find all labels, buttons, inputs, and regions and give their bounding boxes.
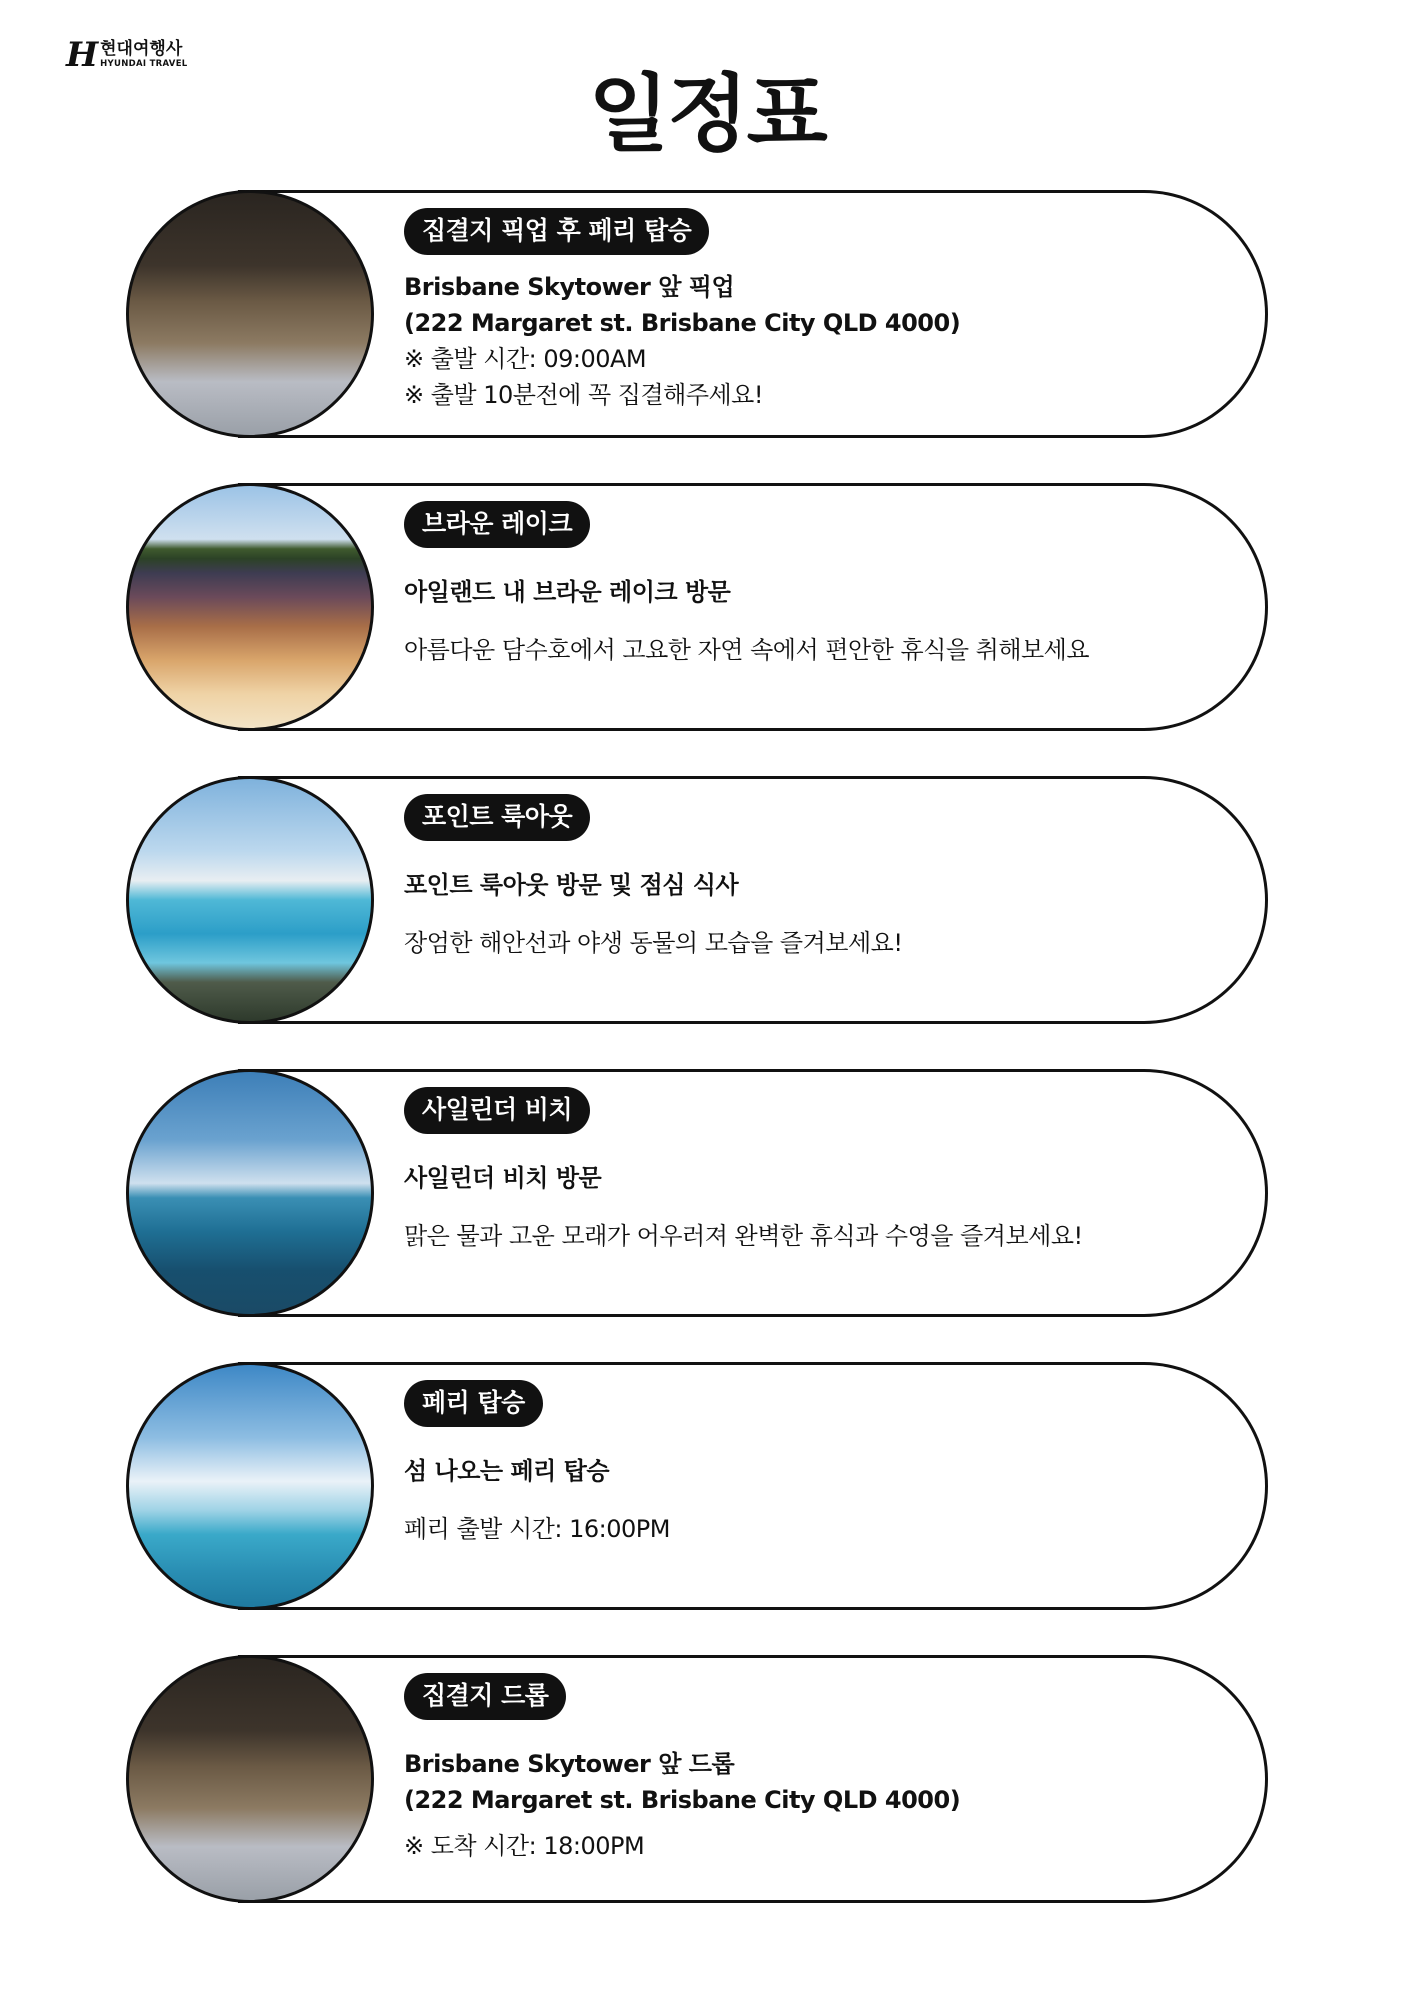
photo-cylinder-beach bbox=[126, 1069, 374, 1317]
stop-address: (222 Margaret st. Brisbane City QLD 4000) bbox=[404, 308, 961, 337]
brand-text bbox=[100, 41, 187, 69]
stop-description: 맑은 물과 고운 모래가 어우러져 완벽한 휴식과 수영을 즐겨보세요! bbox=[404, 1221, 1083, 1250]
stop-location: Brisbane Skytower 앞 드롭 bbox=[404, 1749, 735, 1778]
card-content bbox=[404, 208, 1148, 413]
itinerary-card-cylinder-beach bbox=[126, 1069, 1268, 1317]
brand-mark: H bbox=[66, 35, 95, 75]
stop-summary: 포인트 룩아웃 방문 및 점심 식사 bbox=[404, 870, 739, 899]
itinerary-card-ferry bbox=[126, 1362, 1268, 1610]
card-content bbox=[404, 794, 1148, 961]
stop-summary: 아일랜드 내 브라운 레이크 방문 bbox=[404, 577, 731, 606]
photo-skytower-entrance bbox=[126, 1655, 374, 1903]
photo-brown-lake bbox=[126, 483, 374, 731]
card-content bbox=[404, 1380, 1148, 1547]
photo-skytower-entrance bbox=[126, 190, 374, 438]
card-content bbox=[404, 1087, 1148, 1254]
brand-logo bbox=[66, 35, 188, 75]
departure-time: ※ 출발 시간: 09:00AM bbox=[404, 344, 647, 373]
photo-point-lookout bbox=[126, 776, 374, 1024]
stop-tag: 사일린더 비치 bbox=[404, 1087, 590, 1134]
photo-ferry bbox=[126, 1362, 374, 1610]
stop-summary: 사일린더 비치 방문 bbox=[404, 1163, 602, 1192]
brand-name-en: HYUNDAI TRAVEL bbox=[100, 59, 188, 70]
stop-address: (222 Margaret st. Brisbane City QLD 4000) bbox=[404, 1785, 961, 1814]
arrival-notice: ※ 출발 10분전에 꼭 집결해주세요! bbox=[404, 380, 763, 409]
stop-tag: 브라운 레이크 bbox=[404, 501, 590, 548]
stop-summary: 섬 나오는 페리 탑승 bbox=[404, 1456, 610, 1485]
page-title: 일정표 bbox=[588, 65, 826, 163]
stop-description: 장엄한 해안선과 야생 동물의 모습을 즐겨보세요! bbox=[404, 928, 903, 957]
itinerary-card-pickup bbox=[126, 190, 1268, 438]
brand-name-ko: 현대여행사 bbox=[100, 39, 183, 60]
stop-tag: 페리 탑승 bbox=[404, 1380, 543, 1427]
arrival-time: ※ 도착 시간: 18:00PM bbox=[404, 1831, 645, 1860]
card-content bbox=[404, 501, 1148, 668]
card-content bbox=[404, 1673, 1148, 1864]
stop-tag: 포인트 룩아웃 bbox=[404, 794, 590, 841]
stop-tag: 집결지 픽업 후 페리 탑승 bbox=[404, 208, 709, 255]
itinerary-card-point-lookout bbox=[126, 776, 1268, 1024]
stop-description: 아름다운 담수호에서 고요한 자연 속에서 편안한 휴식을 취해보세요 bbox=[404, 635, 1090, 664]
itinerary-card-dropoff bbox=[126, 1655, 1268, 1903]
itinerary-card-brown-lake bbox=[126, 483, 1268, 731]
stop-tag: 집결지 드롭 bbox=[404, 1673, 566, 1720]
stop-location: Brisbane Skytower 앞 픽업 bbox=[404, 272, 735, 301]
ferry-departure-time: 페리 출발 시간: 16:00PM bbox=[404, 1514, 670, 1543]
